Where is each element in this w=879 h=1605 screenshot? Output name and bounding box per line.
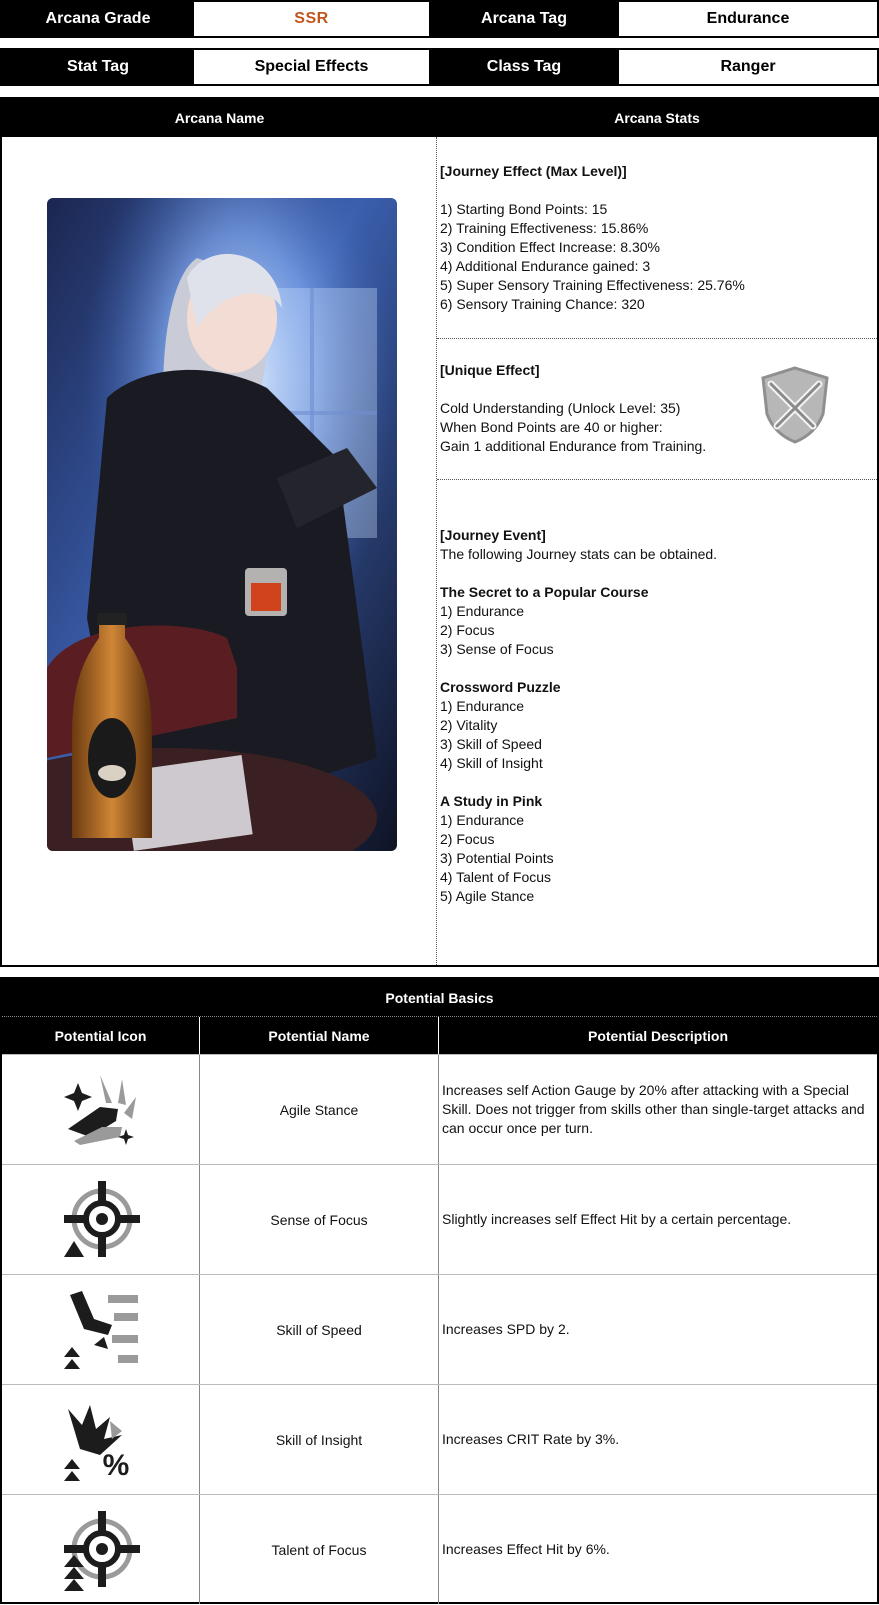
unique-effect-section — [437, 338, 877, 479]
agile-stance-icon — [60, 1069, 142, 1151]
potential-description: Increases SPD by 2. — [438, 1275, 877, 1384]
event-group-item: 4) Talent of Focus — [440, 869, 552, 885]
journey-event-section — [437, 479, 877, 965]
skill-of-speed-icon — [60, 1289, 142, 1371]
event-group-title: A Study in Pink — [440, 793, 543, 809]
class-tag-value: Ranger — [619, 50, 877, 84]
arcana-tag-value: Endurance — [619, 2, 877, 36]
arcana-stats-header: Arcana Stats — [614, 110, 700, 126]
arcana-tag-label: Arcana Tag — [429, 2, 619, 36]
table-row — [2, 1164, 877, 1274]
journey-effect-section — [437, 137, 877, 338]
event-group-title: Crossword Puzzle — [440, 679, 561, 695]
journey-effect-item: 5) Super Sensory Training Effectiveness: 25.76% — [440, 277, 745, 293]
event-group-item: 1) Endurance — [440, 698, 525, 714]
arcana-table — [0, 97, 879, 967]
tag-table-row-2 — [0, 48, 879, 86]
event-group-title: The Secret to a Popular Course — [440, 584, 649, 600]
arcana-grade-label: Arcana Grade — [2, 2, 194, 36]
journey-effect-item: 4) Additional Endurance gained: 3 — [440, 258, 651, 274]
potential-description: Increases self Action Gauge by 20% after attacking with a Special Skill. Does not trigger from skills other than single-target attacks and can occur once per turn. — [438, 1055, 877, 1164]
stat-tag-label: Stat Tag — [2, 50, 194, 84]
arcana-portrait-image — [47, 198, 397, 851]
potential-description-header: Potential Description — [438, 1017, 877, 1054]
arcana-portrait-cell — [2, 137, 437, 965]
tag-table-row-1 — [0, 0, 879, 38]
journey-effect-item: 1) Starting Bond Points: 15 — [440, 201, 608, 217]
potential-table-title: Potential Basics — [2, 979, 877, 1017]
table-row — [2, 1274, 877, 1384]
talent-of-focus-icon — [60, 1509, 142, 1591]
sense-of-focus-icon — [60, 1179, 142, 1261]
potential-name: Talent of Focus — [199, 1495, 438, 1604]
potential-name: Skill of Insight — [199, 1385, 438, 1494]
table-row — [2, 1054, 877, 1164]
arcana-grade-value: SSR — [194, 2, 429, 36]
unique-effect-line: Cold Understanding (Unlock Level: 35) — [440, 400, 681, 416]
event-group-item: 3) Skill of Speed — [440, 736, 542, 752]
event-group-item: 2) Focus — [440, 622, 495, 638]
skill-of-insight-icon — [60, 1399, 142, 1481]
potential-description: Increases CRIT Rate by 3%. — [438, 1385, 877, 1494]
journey-effect-item: 2) Training Effectiveness: 15.86% — [440, 220, 649, 236]
potential-name-header: Potential Name — [199, 1017, 438, 1054]
table-row — [2, 1494, 877, 1604]
stat-tag-value: Special Effects — [194, 50, 429, 84]
event-group-item: 2) Focus — [440, 831, 495, 847]
potential-table-header — [2, 1017, 877, 1054]
event-group-item: 1) Endurance — [440, 812, 525, 828]
arcana-stats-cell — [437, 137, 877, 965]
journey-effect-item: 3) Condition Effect Increase: 8.30% — [440, 239, 660, 255]
potential-name: Skill of Speed — [199, 1275, 438, 1384]
unique-effect-title: [Unique Effect] — [440, 362, 540, 378]
event-group-item: 3) Potential Points — [440, 850, 554, 866]
potential-name: Agile Stance — [199, 1055, 438, 1164]
unique-effect-line: When Bond Points are 40 or higher: — [440, 419, 663, 435]
potential-description: Slightly increases self Effect Hit by a certain percentage. — [438, 1165, 877, 1274]
event-group-item: 5) Agile Stance — [440, 888, 535, 904]
class-tag-label: Class Tag — [429, 50, 619, 84]
table-row — [2, 1384, 877, 1494]
potential-table — [0, 977, 879, 1604]
potential-name: Sense of Focus — [199, 1165, 438, 1274]
crossed-swords-shield-icon — [757, 364, 833, 446]
event-group-item: 1) Endurance — [440, 603, 525, 619]
journey-effect-item: 6) Sensory Training Chance: 320 — [440, 296, 645, 312]
unique-effect-line: Gain 1 additional Endurance from Training. — [440, 438, 707, 454]
journey-event-intro: The following Journey stats can be obtained. — [440, 546, 718, 562]
event-group-item: 4) Skill of Insight — [440, 755, 543, 771]
arcana-name-header: Arcana Name — [174, 110, 265, 126]
potential-icon-header: Potential Icon — [54, 1027, 147, 1044]
event-group-item: 2) Vitality — [440, 717, 498, 733]
potential-description: Increases Effect Hit by 6%. — [438, 1495, 877, 1604]
journey-effect-title: [Journey Effect (Max Level)] — [440, 163, 627, 179]
event-group-item: 3) Sense of Focus — [440, 641, 554, 657]
arcana-table-header — [2, 99, 877, 137]
journey-event-title: [Journey Event] — [440, 527, 546, 543]
percent-glyph: % — [102, 1448, 129, 1481]
